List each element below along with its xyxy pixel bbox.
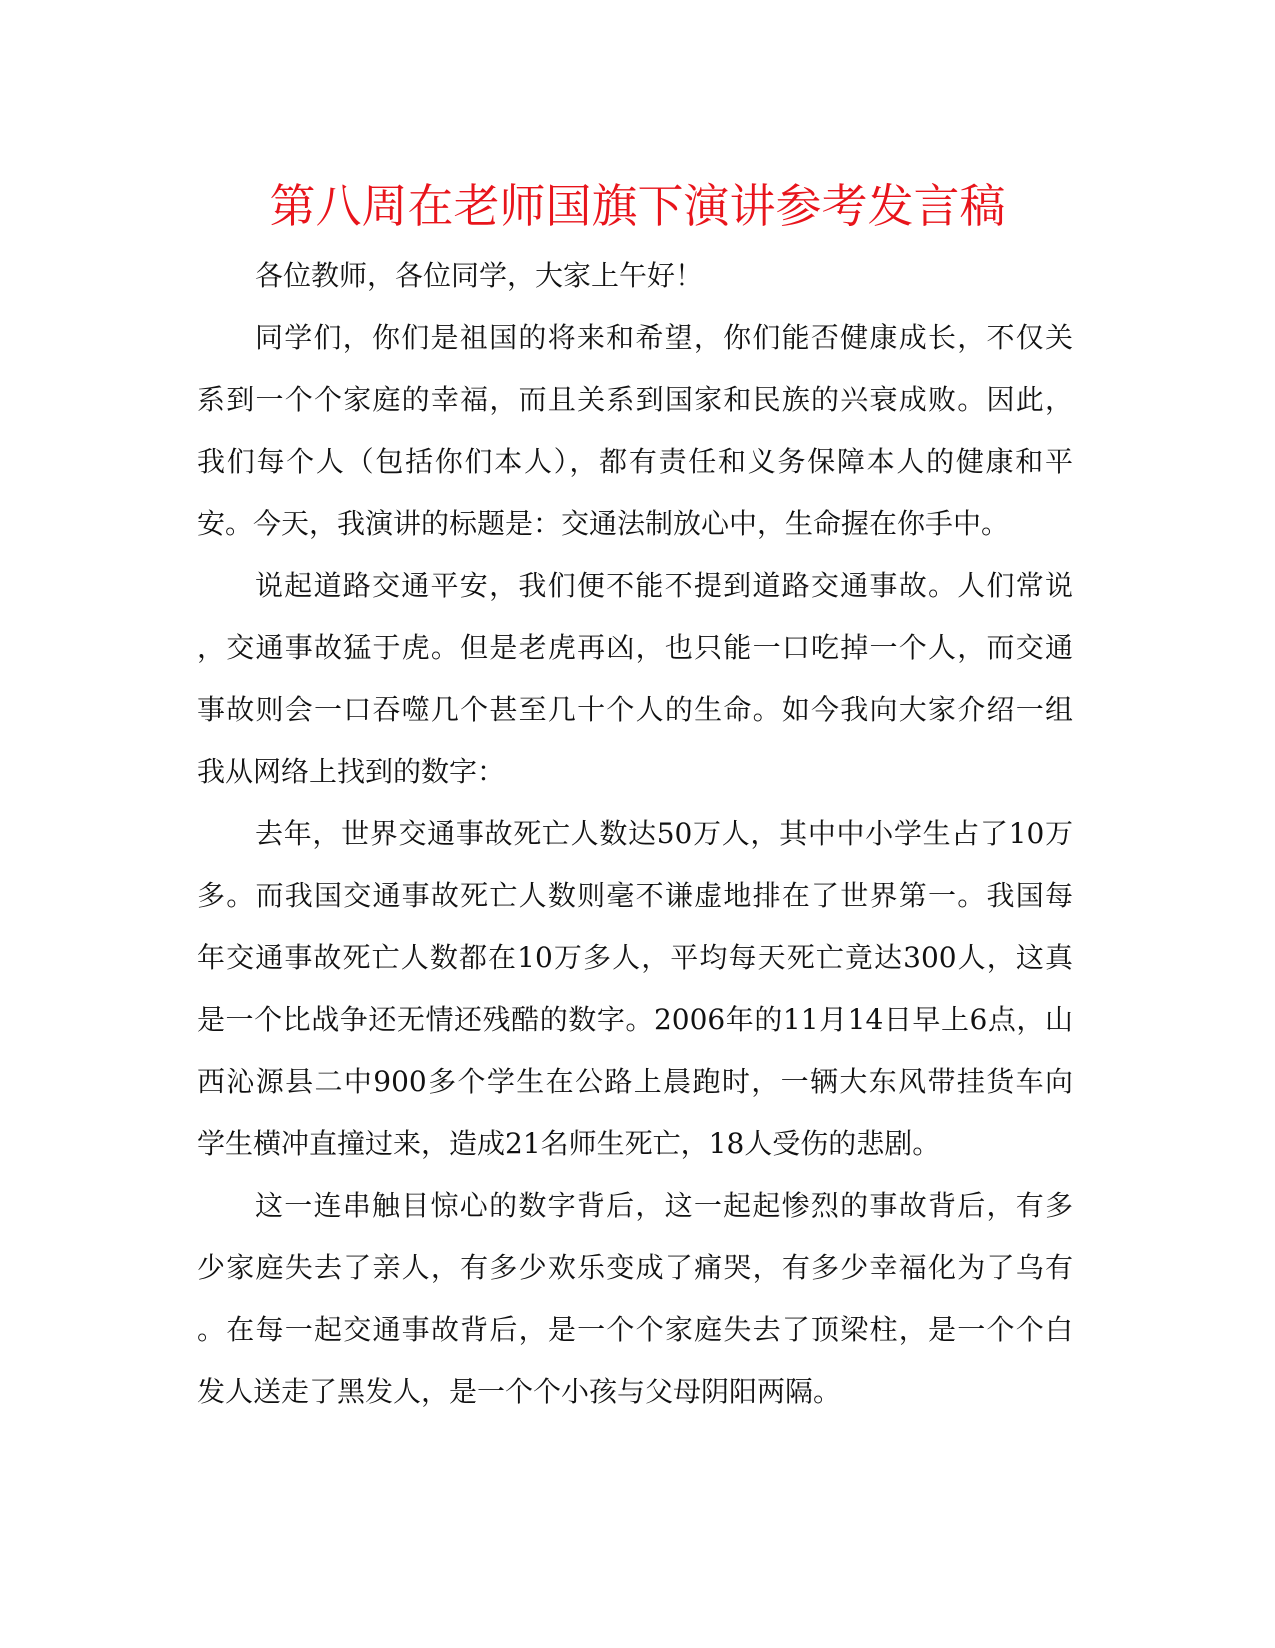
paragraph-line: 西沁源县二中900多个学生在公路上晨跑时，一辆大东风带挂货车向 (197, 1065, 1073, 1098)
paragraph-line: 年交通事故死亡人数都在10万多人，平均每天死亡竟达300人，这真 (197, 941, 1073, 974)
paragraph-line: 安。今天，我演讲的标题是：交通法制放心中，生命握在你手中。 (197, 507, 1010, 540)
paragraph-line: 少家庭失去了亲人，有多少欢乐变成了痛哭，有多少幸福化为了乌有 (197, 1251, 1073, 1284)
paragraph-line: 事故则会一口吞噬几个甚至几十个人的生命。如今我向大家介绍一组 (197, 693, 1073, 726)
document-title: 第八周在老师国旗下演讲参考发言稿 (269, 179, 1006, 233)
paragraph-line: 我们每个人（包括你们本人），都有责任和义务保障本人的健康和平 (197, 445, 1073, 478)
paragraph-line: 说起道路交通平安，我们便不能不提到道路交通事故。人们常说 (255, 569, 1073, 602)
paragraph-line: 去年，世界交通事故死亡人数达50万人，其中中小学生占了10万 (255, 817, 1073, 850)
paragraph-line: 多。而我国交通事故死亡人数则毫不谦虚地排在了世界第一。我国每 (197, 879, 1073, 912)
paragraph-line: 。在每一起交通事故背后，是一个个家庭失去了顶梁柱，是一个个白 (197, 1313, 1073, 1346)
paragraph-line: 各位教师，各位同学，大家上午好！ (255, 259, 704, 292)
paragraph-line: 我从网络上找到的数字： (197, 755, 506, 788)
paragraph-line: 发人送走了黑发人，是一个个小孩与父母阴阳两隔。 (197, 1375, 842, 1408)
paragraph-line: 系到一个个家庭的幸福，而且关系到国家和民族的兴衰成败。因此， (197, 383, 1073, 416)
paragraph-line: 同学们，你们是祖国的将来和希望，你们能否健康成长，不仅关 (255, 321, 1073, 354)
paragraph-line: 是一个比战争还无情还残酷的数字。2006年的11月14日早上6点，山 (197, 1003, 1073, 1036)
paragraph-line: ，交通事故猛于虎。但是老虎再凶，也只能一口吃掉一个人，而交通 (197, 631, 1073, 664)
paragraph-line: 学生横冲直撞过来，造成21名师生死亡，18人受伤的悲剧。 (197, 1127, 941, 1160)
paragraph-line: 这一连串触目惊心的数字背后，这一起起惨烈的事故背后，有多 (255, 1189, 1073, 1222)
